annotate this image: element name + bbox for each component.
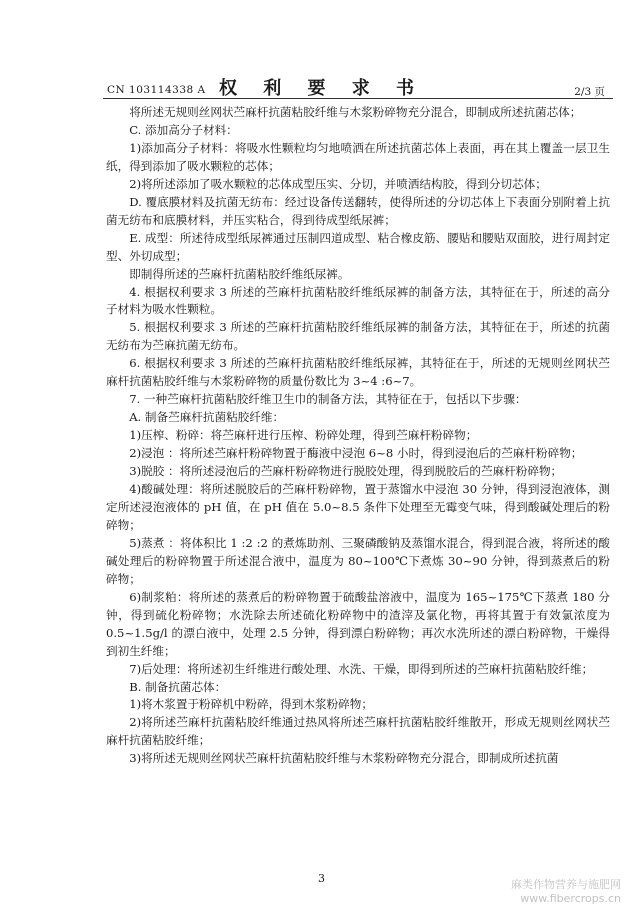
paragraph: A. 制备苎麻杆抗菌粘胶纤维： [129,410,285,425]
paragraph: 1)添加高分子材料：将吸水性颗粒均匀地喷洒在所述抗菌芯体上表面，再在其上覆盖一层卫生纸，得到添加了吸水颗粒的芯体； [106,140,610,173]
paragraph: E. 成型：所述待成型纸尿裤通过压制四道成型、粘合橡皮筋、腰贴和腰贴双面胶，进行周封定型、外切成型； [106,230,610,263]
claims-body [106,104,610,768]
paragraph: 6. 根据权利要求 3 所述的苎麻杆抗菌粘胶纤维纸尿裤，其特征在于，所述的无规则丝网状苎麻杆抗菌粘胶纤维与木浆粉碎物的质量份数比为 3~4 :6~7。 [106,356,610,389]
paragraph: 1)将木浆置于粉碎机中粉碎，得到木浆粉碎物； [129,697,373,712]
paragraph: 4. 根据权利要求 3 所述的苎麻杆抗菌粘胶纤维纸尿裤的制备方法，其特征在于，所述的高分子材料为吸水性颗粒。 [106,284,610,317]
page-number: 3 [318,872,325,885]
paragraph: C. 添加高分子材料： [129,122,238,137]
paragraph: B. 制备抗菌芯体： [129,679,227,694]
paragraph: 1)压榨、粉碎：将苎麻杆进行压榨、粉碎处理，得到苎麻杆粉碎物； [129,428,478,443]
watermark [511,878,621,906]
paragraph: 4)酸碱处理：将所述脱胶后的苎麻杆粉碎物，置于蒸馏水中浸泡 30 分钟，得到浸泡液体，测定所述浸泡液体的 pH 值，在 pH 值在 5.0~8.5 条件下处理至无霉变气味，得到酸碱处理后的粉碎物； [106,482,610,532]
header-rule [103,98,613,99]
publication-number: CN 103114338 A [107,84,206,96]
paragraph: 3)脱胶 ：将所述浸泡后的苎麻杆粉碎物进行脱胶处理，得到脱胶后的苎麻杆粉碎物； [129,464,563,479]
paragraph: D. 覆底膜材料及抗菌无纺布：经过设备传送翻转，使得所述的分切芯体上下表面分别附着上抗菌无纺布和底膜材料，并压实粘合，得到待成型纸尿裤； [106,194,610,227]
paragraph: 6)制浆粕：将所述的蒸煮后的粉碎物置于硫酸盐溶液中，温度为 165~175℃下蒸煮 180 分钟，得到硫化粉碎物；水洗除去所述硫化粉碎物中的渣滓及氯化物，再将其置于有效氯浓度为 0.5~1.5g/l 的漂白液中，处理 2.5 分钟，得到漂白粉碎物；再次水洗所述的漂白粉碎物，干燥得到初生纤维； [106,589,610,658]
page-header [0,70,643,106]
paragraph: 7)后处理：将所述初生纤维进行酸处理、水洗、干燥，即得到所述的苎麻杆抗菌粘胶纤维； [129,661,594,676]
paragraph: 即制得所述的苎麻杆抗菌粘胶纤维纸尿裤。 [129,266,350,281]
paragraph: 7. 一种苎麻杆抗菌粘胶纤维卫生巾的制备方法，其特征在于，包括以下步骤： [129,392,527,407]
paragraph: 将所述无规则丝网状苎麻杆抗菌粘胶纤维与木浆粉碎物充分混合，即制成所述抗菌芯体； [129,105,582,119]
page-indicator: 2/3 页 [574,86,605,98]
paragraph: 5)蒸煮 ：将体积比 1 :2 :2 的煮炼助剂、三聚磷酸钠及蒸馏水混合，得到混合液，将所述的酸碱处理后的粉碎物置于所述混合液中，温度为 80~100℃下煮炼 30~90 分钟，得到蒸煮后的粉碎物； [106,535,610,586]
paragraph: 3)将所述无规则丝网状苎麻杆抗菌粘胶纤维与木浆粉碎物充分混合，即制成所述抗菌 [129,751,559,766]
paragraph: 5. 根据权利要求 3 所述的苎麻杆抗菌粘胶纤维纸尿裤的制备方法，其特征在于，所述的抗菌无纺布为苎麻抗菌无纺布。 [106,320,610,353]
paragraph: 2)将所述苎麻杆抗菌粘胶纤维通过热风将所述苎麻杆抗菌粘胶纤维散开，形成无规则丝网状苎麻杆抗菌粘胶纤维； [106,715,610,748]
watermark-url: www.fibercrops.cn [520,892,621,905]
watermark-title: 麻类作物营养与施肥网 [511,878,621,891]
paragraph: 2)浸泡 ：将所述苎麻杆粉碎物置于酶液中浸泡 6~8 小时，得到浸泡后的苎麻杆粉碎物； [129,446,583,461]
document-title: 权 利 要 求 书 [218,78,425,99]
paragraph: 2)将所述添加了吸水颗粒的芯体成型压实、分切，并喷洒结构胶，得到分切芯体； [129,176,547,191]
